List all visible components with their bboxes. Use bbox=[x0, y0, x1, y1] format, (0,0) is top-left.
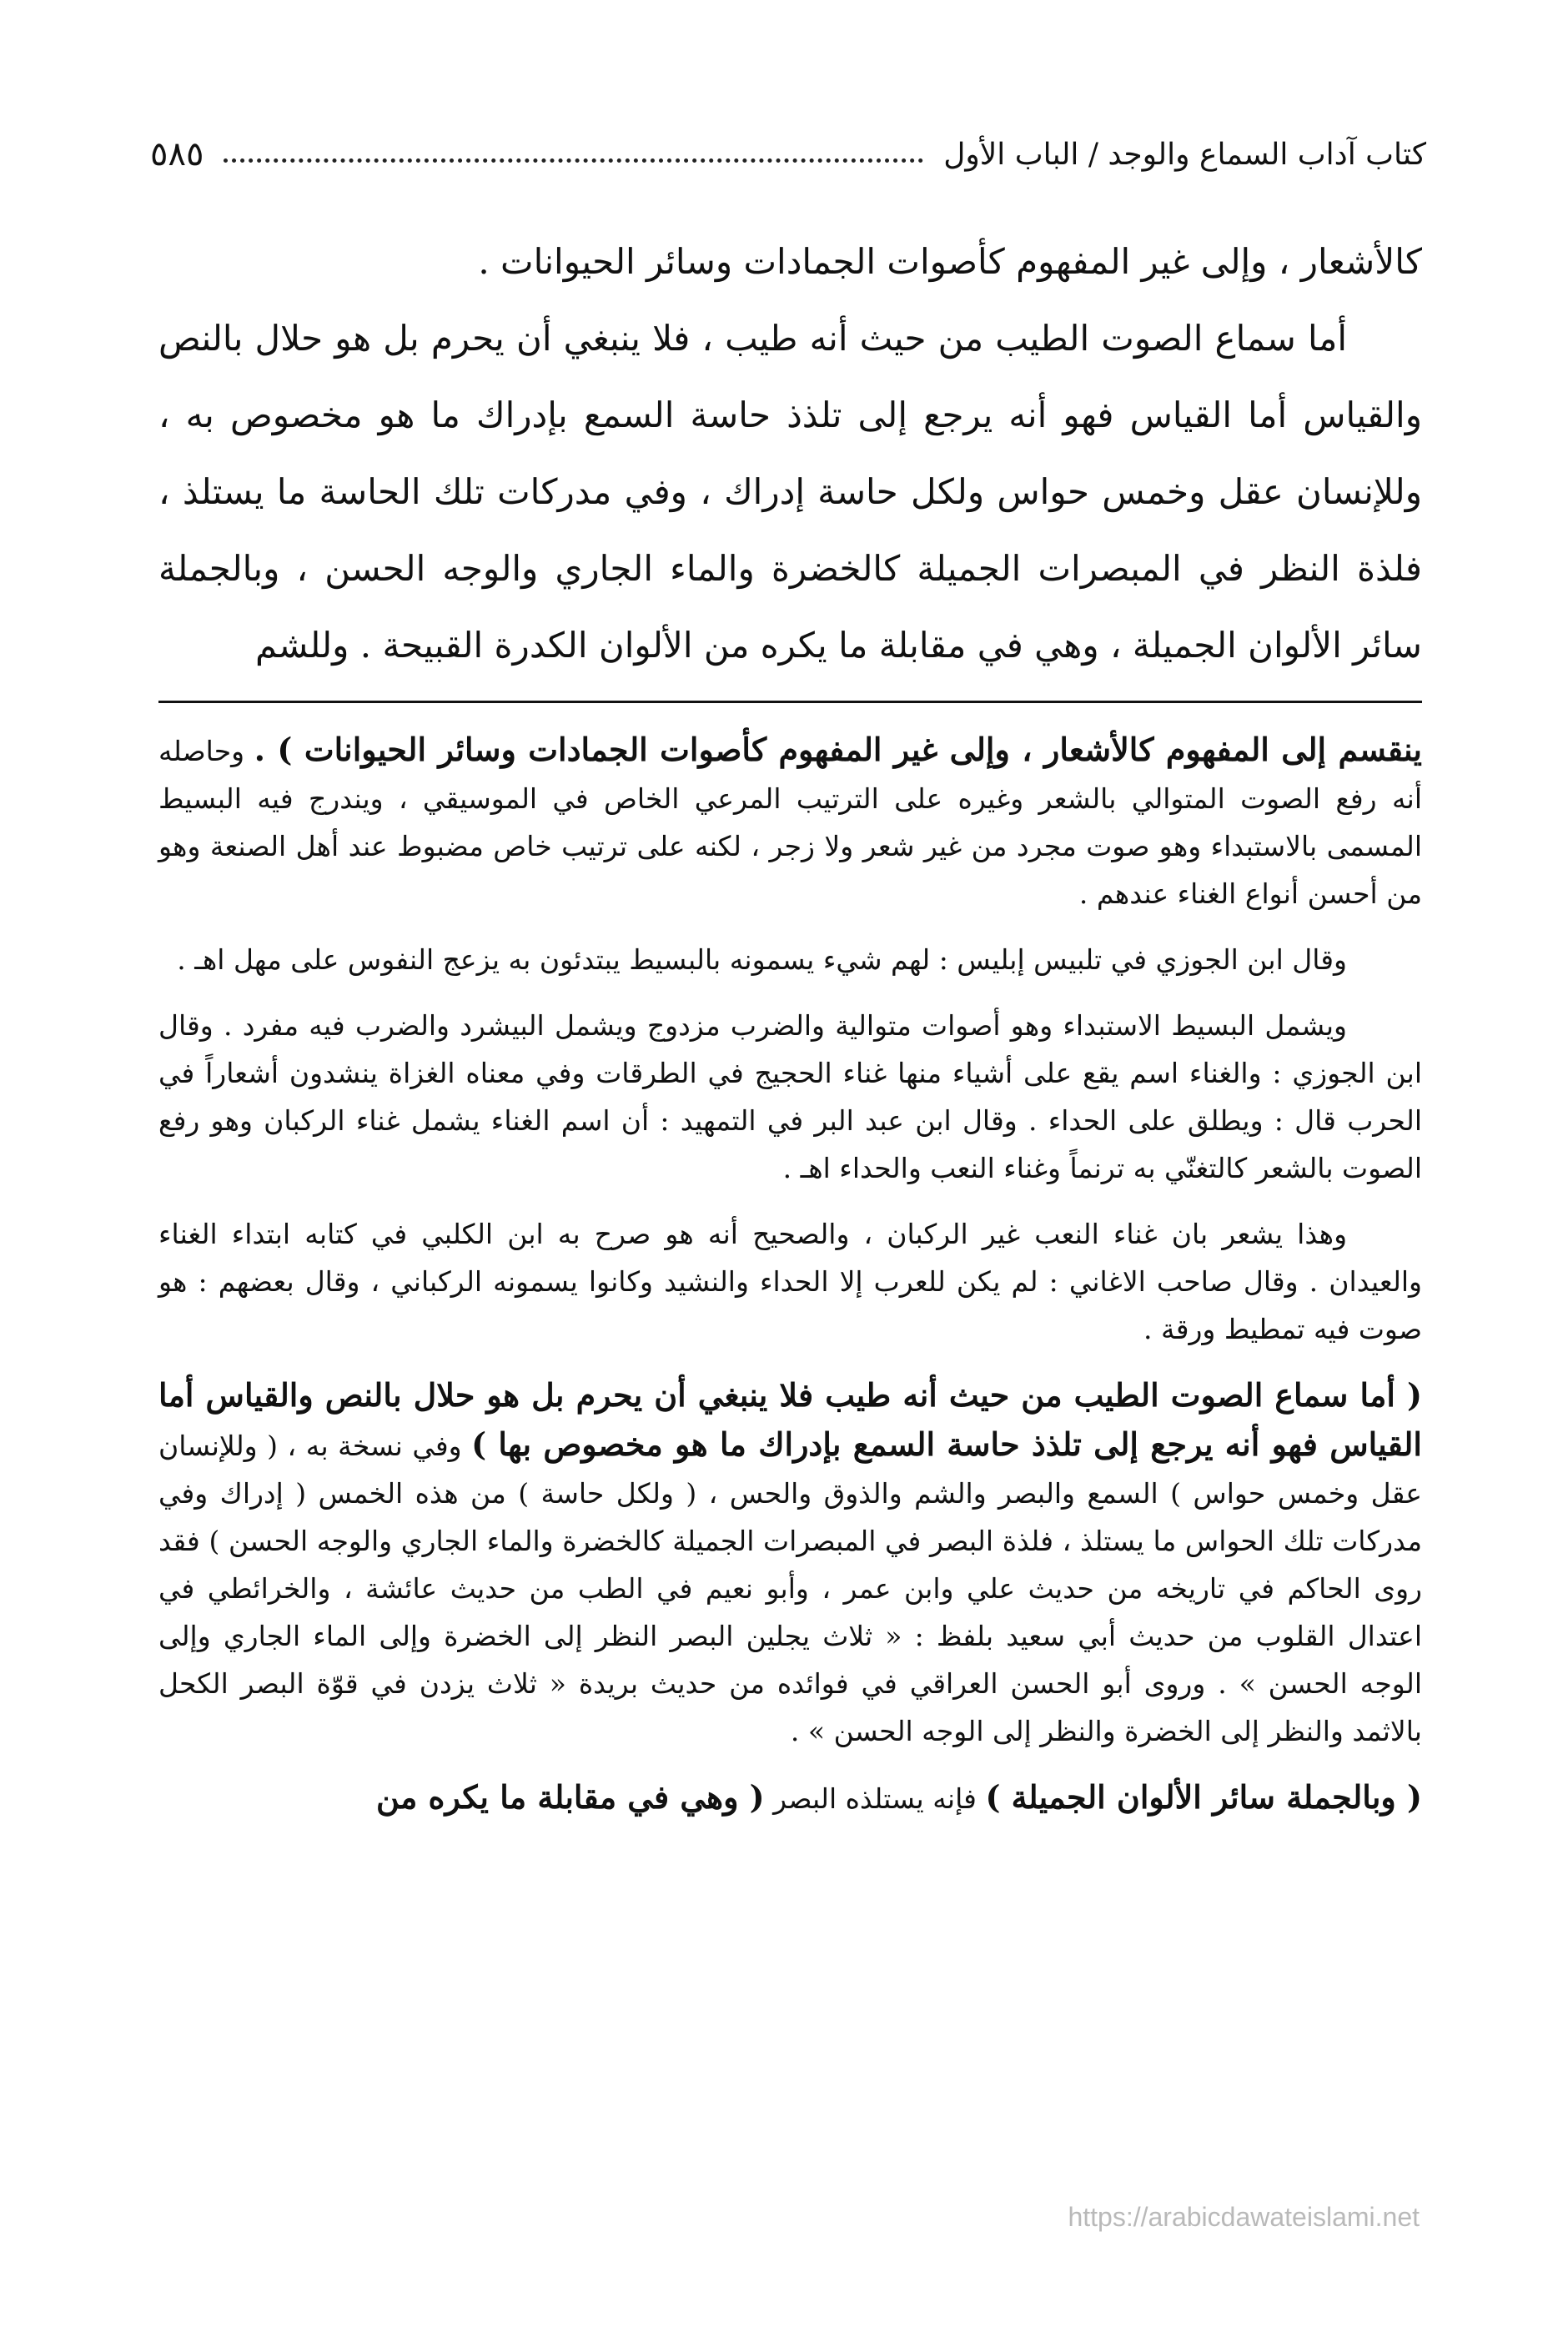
commentary-body: فإنه يستلذه البصر bbox=[764, 1782, 986, 1815]
page-number: ٥٨٥ bbox=[150, 135, 204, 173]
page-header bbox=[150, 125, 1426, 183]
footnote-separator bbox=[158, 701, 1422, 703]
commentary-paragraph-6 bbox=[158, 1773, 1422, 1822]
commentary-quote: ينقسم إلى المفهوم كالأشعار ، وإلى غير المفهوم كأصوات الجمادات وسائر الحيوانات ) . bbox=[254, 731, 1422, 768]
commentary-paragraph-2 bbox=[158, 936, 1422, 983]
main-text bbox=[158, 224, 1422, 684]
commentary-body: وفي نسخة به ، ( وللإنسان عقل وخمس حواس ) السمع والبصر والشم والذوق والحس ، ( ولكل حاسة ) من هذه الخمس ( إدراك وفي مدركات تلك الحواس ما يستلذ ، فلذة البصر في المبصرات الجميلة كالخضرة والماء الجاري والوجه الحسن ) فقد روى الحاكم في تاريخه من حديث علي وابن عمر ، وأبو نعيم في الطب من حديث عائشة ، والخرائطي في اعتدال القلوب من حديث أبي سعيد بلفظ : « ثلاث يجلين البصر النظر إلى الخضرة وإلى الماء الجاري وإلى الوجه الحسن » . وروى أبو الحسن العراقي في فوائده من حديث بريدة « ثلاث يزدن في قوّة البصر الكحل بالاثمد والنظر إلى الخضرة والنظر إلى الوجه الحسن » . bbox=[158, 1430, 1422, 1747]
commentary-paragraph-1 bbox=[158, 726, 1422, 917]
main-paragraph-2: أما سماع الصوت الطيب من حيث أنه طيب ، فلا ينبغي أن يحرم بل هو حلال بالنص والقياس أما القياس فهو أنه يرجع إلى تلذذ حاسة السمع بإدراك ما هو مخصوص به ، وللإنسان عقل وخمس حواس ولكل حاسة إدراك ، وفي مدركات تلك الحاسة ما يستلذ ، فلذة النظر في المبصرات الجميلة كالخضرة والماء الجاري والوجه الحسن ، وبالجملة سائر الألوان الجميلة ، وهي في مقابلة ما يكره من الألوان الكدرة القبيحة . وللشم bbox=[158, 318, 1422, 666]
watermark-url: https://arabicdawateislami.net bbox=[1068, 2202, 1420, 2232]
commentary-body: ويشمل البسيط الاستبداء وهو أصوات متوالية والضرب مزدوج ويشمل البيشرد والضرب فيه مفرد . وقال ابن الجوزي : والغناء اسم يقع على أشياء منها غناء الحجيج في الطرقات وفي معناه الغزاة ينشدون أشعاراً في الحرب قال : ويطلق على الحداء . وقال ابن عبد البر في التمهيد : أن اسم الغناء يشمل غناء الركبان وهو رفع الصوت بالشعر كالتغنّي به ترنماً وغناء النعب والحداء اهـ . bbox=[158, 1009, 1422, 1184]
commentary-quote: ( وبالجملة سائر الألوان الجميلة ) bbox=[985, 1778, 1422, 1816]
commentary-quote: ( وهي في مقابلة ما يكره من bbox=[376, 1778, 765, 1816]
commentary-body: وقال ابن الجوزي في تلبيس إبليس : لهم شيء يسمونه بالبسيط يبتدئون به يزعج النفوس على مهل اهـ . bbox=[177, 943, 1347, 976]
leader-dots bbox=[224, 158, 923, 163]
commentary-quote: ( أما سماع الصوت الطيب من حيث أنه طيب فلا ينبغي أن يحرم بل هو حلال بالنص والقياس أما القياس فهو أنه يرجع إلى تلذذ حاسة السمع بإدراك ما هو مخصوص بها ) bbox=[158, 1376, 1422, 1463]
commentary-paragraph-5 bbox=[158, 1371, 1422, 1755]
main-paragraph-1: كالأشعار ، وإلى غير المفهوم كأصوات الجمادات وسائر الحيوانات . bbox=[478, 241, 1422, 282]
commentary-text bbox=[158, 726, 1422, 1841]
commentary-paragraph-4 bbox=[158, 1210, 1422, 1353]
running-title: كتاب آداب السماع والوجد / الباب الأول bbox=[943, 137, 1426, 172]
commentary-body: وهذا يشعر بان غناء النعب غير الركبان ، والصحيح أنه هو صرح به ابن الكلبي في كتابه ابتداء الغناء والعيدان . وقال صاحب الاغاني : لم يكن للعرب إلا الحداء والنشيد وكانوا يسمونه الركباني ، وقال بعضهم : هو صوت فيه تمطيط ورقة . bbox=[158, 1218, 1422, 1345]
commentary-paragraph-3 bbox=[158, 1002, 1422, 1192]
commentary-body: وحاصله أنه رفع الصوت المتوالي بالشعر وغيره على الترتيب المرعي الخاص في الموسيقي ، ويندرج فيه البسيط المسمى بالاستبداء وهو صوت مجرد من غير شعر ولا زجر ، لكنه على ترتيب خاص مضبوط عند أهل الصنعة وهو من أحسن أنواع الغناء عندهم . bbox=[158, 735, 1422, 910]
